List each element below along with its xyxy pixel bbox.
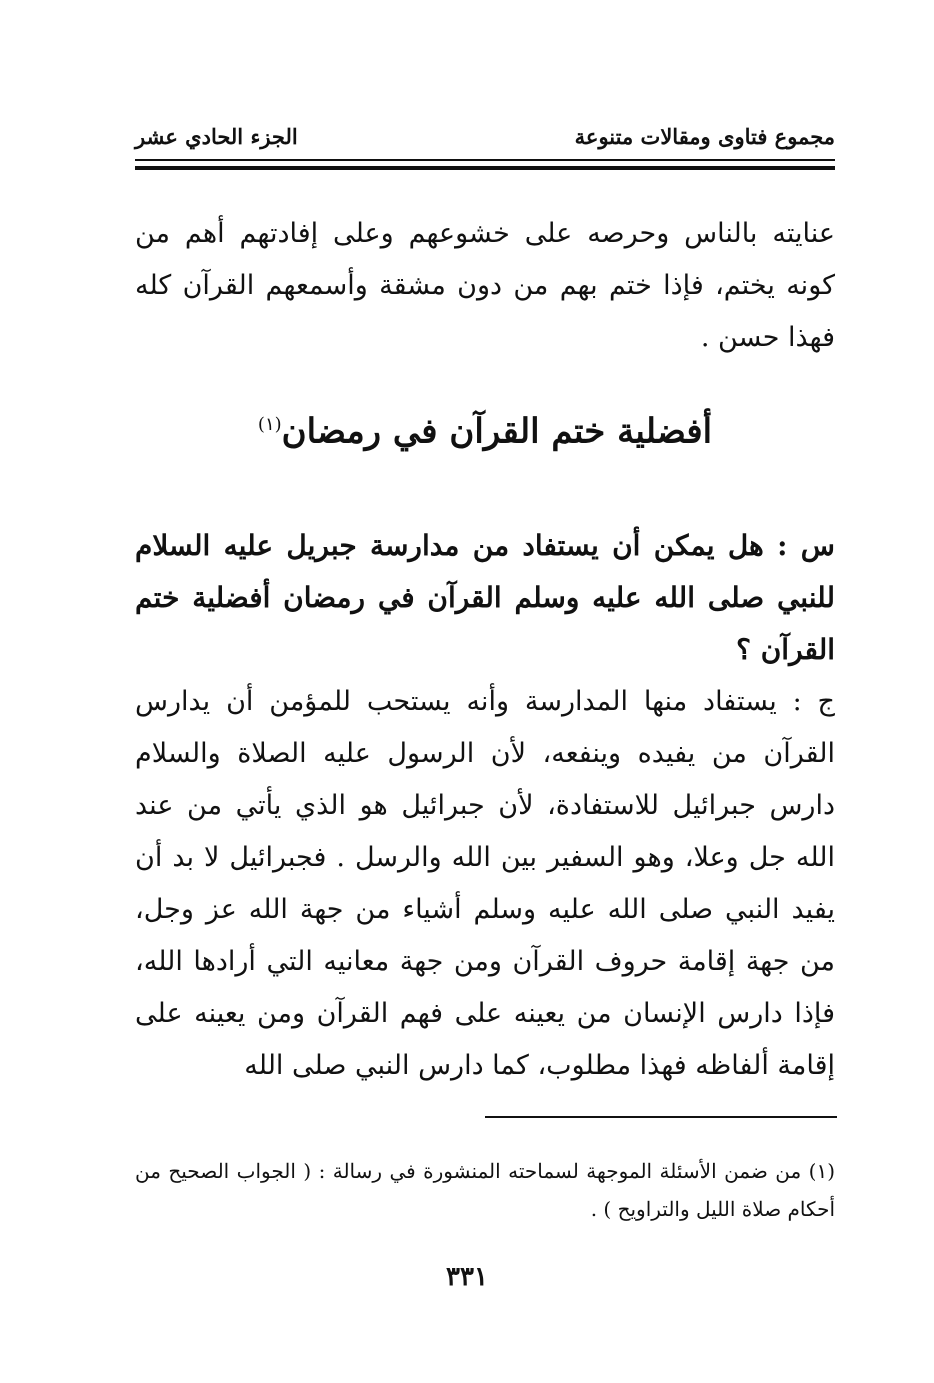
footnote-separator <box>485 1116 837 1118</box>
page-number: ٣٣١ <box>446 1262 488 1292</box>
volume-label: الجزء الحادي عشر <box>135 124 298 149</box>
header-rule-thick <box>135 166 835 170</box>
question-paragraph: س : هل يمكن أن يستفاد من مدارسة جبريل عليه السلام للنبي صلى الله عليه وسلم القرآن في رمضان أفضلية ختم القرآن ؟ <box>135 529 835 666</box>
footnote-marker: (١) <box>257 414 282 435</box>
intro-paragraph: عنايته بالناس وحرصه على خشوعهم وعلى إفادتهم أهم من كونه يختم، فإذا ختم بهم من دون مشقة وأسمعهم القرآن كله فهذا حسن . <box>135 218 835 353</box>
section-title-text: أفضلية ختم القرآن في رمضان <box>281 411 713 452</box>
section-title <box>135 400 835 456</box>
book-title: مجموع فتاوى ومقالات متنوعة <box>574 124 835 149</box>
header-rule-thin <box>135 159 835 161</box>
answer-paragraph: ج : يستفاد منها المدارسة وأنه يستحب للمؤمن أن يدارس القرآن من يفيده وينفعه، لأن الرسول عليه الصلاة والسلام دارس جبرائيل للاستفادة، لأن جبرائيل هو الذي يأتي من عند الله جل وعلا، وهو السفير بين الله والرسل . فجبرائيل لا بد أن يفيد النبي صلى الله عليه وسلم أشياء من جهة الله عز وجل، من جهة إقامة حروف القرآن ومن جهة معانيه التي أرادها الله، فإذا دارس الإنسان من يعينه على فهم القرآن ومن يعينه على إقامة ألفاظه فهذا مطلوب، كما دارس النبي صلى الله <box>135 686 835 1081</box>
footnote: (١) من ضمن الأسئلة الموجهة لسماحته المنشورة في رسالة : ( الجواب الصحيح من أحكام صلاة الليل والتراويح ) . <box>135 1159 835 1221</box>
running-header <box>135 124 835 154</box>
